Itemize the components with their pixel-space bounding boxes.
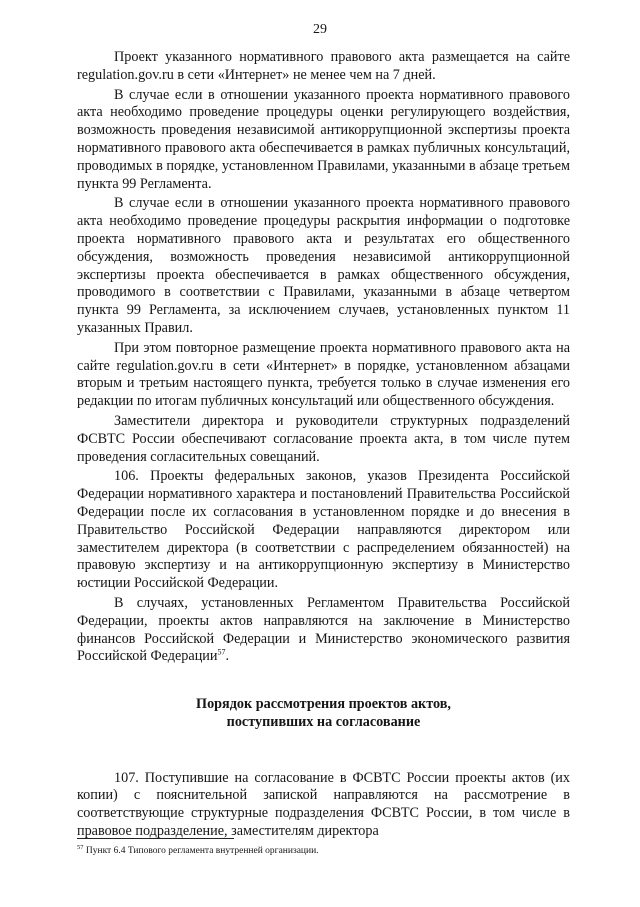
heading-line: Порядок рассмотрения проектов актов, [196,696,451,713]
paragraph-text: В случаях, установленных Регламентом Правительства Российской Федерации, проекты актов направляются на заключение в Министерство финансов Российской Федерации и Министерство экономического развития Российской Федерации [77,594,570,665]
paragraph [77,595,570,666]
footnote-mark: 57 [77,843,84,851]
footnote [77,845,570,857]
paragraph: В случае если в отношении указанного проекта нормативного правового акта необходимо проведение процедуры оценки регулирующего воздействия, возможность проведения независимой антикоррупционной экспертизы проекта нормативного правового акта обеспечивается в рамках публичных консультаций, проводимых в порядке, установленном Правилами, указанными в абзаце третьем пункта 99 Регламента. [77,86,570,192]
footnote-text: Пункт 6.4 Типового регламента внутренней организации. [83,846,319,856]
paragraph: 107. Поступившие на согласование в ФСВТС России проекты актов (их копии) с пояснительной запиской направляются на рассмотрение в соответствующие структурные подразделения ФСВТС России, в том числе в правовое подразделение, заместителям директора [77,769,570,840]
footnote-reference[interactable]: 57 [217,647,226,657]
paragraph: При этом повторное размещение проекта нормативного правового акта на сайте regulation.gov.ru в сети «Интернет» в порядке, установленном абзацами вторым и третьим настоящего пункта, требуется только в случае изменения его редакции по итогам публичных консультаций или общественного обсуждения. [77,339,570,410]
body-text [77,49,570,841]
footnote-divider [77,838,234,839]
paragraph: Заместители директора и руководители структурных подразделений ФСВТС России обеспечивают согласование проекта акта, в том числе путем проведения согласительных совещаний. [77,412,570,465]
paragraph: В случае если в отношении указанного проекта нормативного правового акта необходимо проведение процедуры раскрытия информации о подготовке проекта нормативного правового акта и результатах его общественного обсуждения, возможность проведения независимой антикоррупционной экспертизы проекта обеспечивается в рамках общественного обсуждения, проводимого в соответствии с Правилами, указанными в абзаце четвертом пункта 99 Регламента, за исключением случаев, установленных пунктом 11 указанных Правил. [77,195,570,336]
paragraph: 106. Проекты федеральных законов, указов Президента Российской Федерации нормативного характера и постановлений Правительства Российской Федерации после их согласования в установленном порядке и до внесения в Правительство Российской Федерации направляются директором или заместителем директора (в соответствии с распределением обязанностей) на правовую экспертизу и на антикоррупционную экспертизу в Министерство юстиции Российской Федерации. [77,468,570,592]
paragraph-end: . [225,648,230,665]
heading-line: поступивших на согласование [226,713,421,730]
section-heading [77,696,570,732]
paragraph: Проект указанного нормативного правового акта размещается на сайте regulation.gov.ru в сети «Интернет» не менее чем на 7 дней. [77,49,570,83]
page-number: 29 [313,22,327,37]
